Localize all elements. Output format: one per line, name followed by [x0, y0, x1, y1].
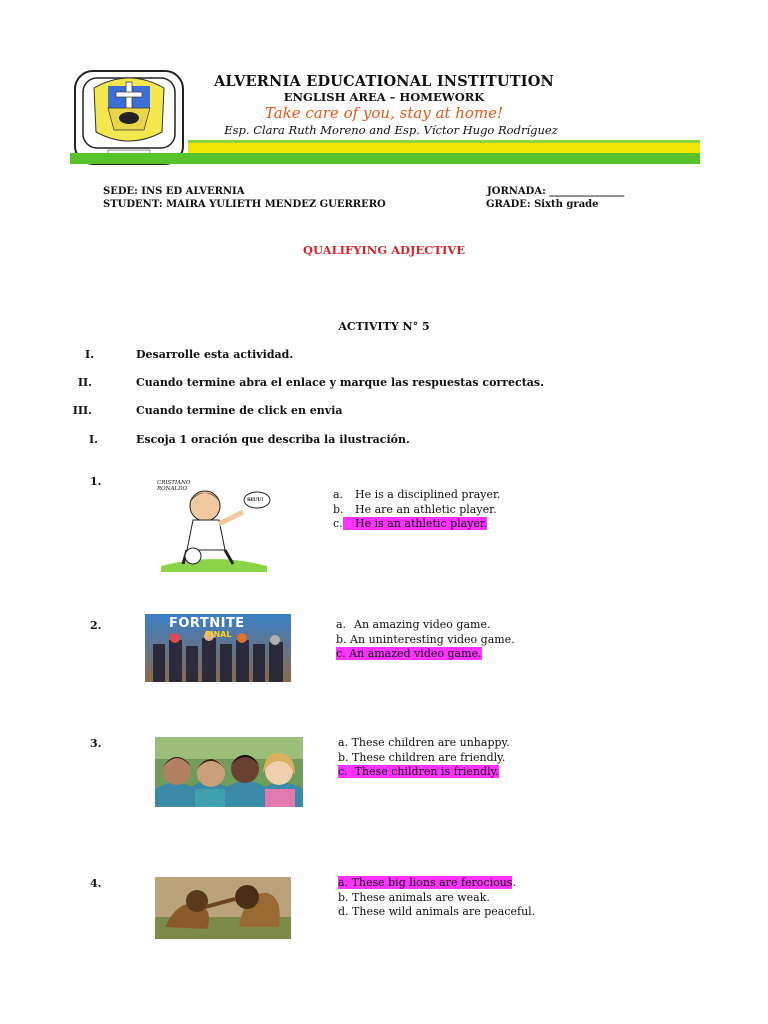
sede-label: SEDE: INS ED ALVERNIA [103, 186, 245, 197]
banner-subtitle: FINAL [205, 630, 232, 639]
answer-option[interactable]: b. He are an athletic player. [333, 502, 497, 516]
answer-option[interactable]: a. These children are unhappy. [338, 736, 510, 749]
instruction-number: I. [89, 433, 98, 446]
question-number: 1. [90, 475, 102, 488]
answer-option-selected[interactable]: c. An amazed video game. [336, 647, 482, 660]
instruction-text: Cuando termine abra el enlace y marque las respuestas correctas. [136, 376, 544, 389]
answer-option-selected[interactable]: c. These children is friendly. [338, 765, 499, 778]
option-list [338, 736, 510, 780]
answer-option[interactable]: d. These wild animals are peaceful. [338, 905, 536, 918]
instruction-number: II. [77, 376, 92, 389]
header-stripe-green [70, 153, 700, 164]
fortnite-banner-image [145, 614, 291, 682]
student-label: STUDENT: MAIRA YULIETH MENDEZ GUERRERO [103, 199, 386, 210]
lions-photo-image [155, 877, 291, 939]
instruction-text: Escoja 1 oración que describa la ilustración. [136, 433, 410, 446]
authors: Esp. Clara Ruth Moreno and Esp. Víctor Hugo Rodríguez [224, 123, 558, 137]
answer-option-selected[interactable]: a. These big lions are ferocious. [338, 876, 516, 889]
instruction-number: III. [72, 404, 92, 417]
institution-name: ALVERNIA EDUCATIONAL INSTITUTION [213, 73, 554, 90]
activity-heading: ACTIVITY N° 5 [338, 320, 430, 333]
answer-option-selected[interactable]: c. He is an athletic player. [333, 517, 488, 530]
page-title: QUALIFYING ADJECTIVE [302, 243, 466, 257]
answer-option[interactable]: b. These animals are weak. [338, 890, 490, 904]
option-list [336, 618, 515, 662]
image-caption: CRISTIANO RONALDO [157, 480, 191, 492]
banner-title: FORTNITE [169, 616, 245, 631]
instruction-text: Desarrolle esta actividad. [136, 348, 294, 361]
slogan: Take care of you, stay at home! [264, 104, 504, 122]
answer-option[interactable]: a. An amazing video game. [336, 618, 491, 631]
answer-option[interactable]: b. An uninteresting video game. [336, 632, 515, 646]
area-subtitle: ENGLISH AREA – HOMEWORK [283, 90, 485, 104]
option-list [333, 488, 501, 532]
grade-label: GRADE: Sixth grade [486, 199, 599, 210]
question-number: 2. [90, 619, 102, 632]
footballer-cartoon-image [153, 478, 275, 572]
answer-option[interactable]: a. He is a disciplined prayer. [333, 488, 501, 501]
option-list [338, 876, 535, 920]
instruction-number: I. [85, 348, 94, 361]
children-photo-image [155, 737, 303, 807]
instruction-text: Cuando termine de click en envia [136, 404, 343, 417]
question-number: 3. [90, 737, 102, 750]
jornada-label: JORNADA: _______________ [487, 186, 625, 197]
answer-option[interactable]: b. These children are friendly. [338, 750, 506, 764]
header-stripe-yellow [188, 143, 700, 153]
speech-bubble-text: SIUU! [247, 497, 264, 503]
question-number: 4. [90, 877, 102, 890]
